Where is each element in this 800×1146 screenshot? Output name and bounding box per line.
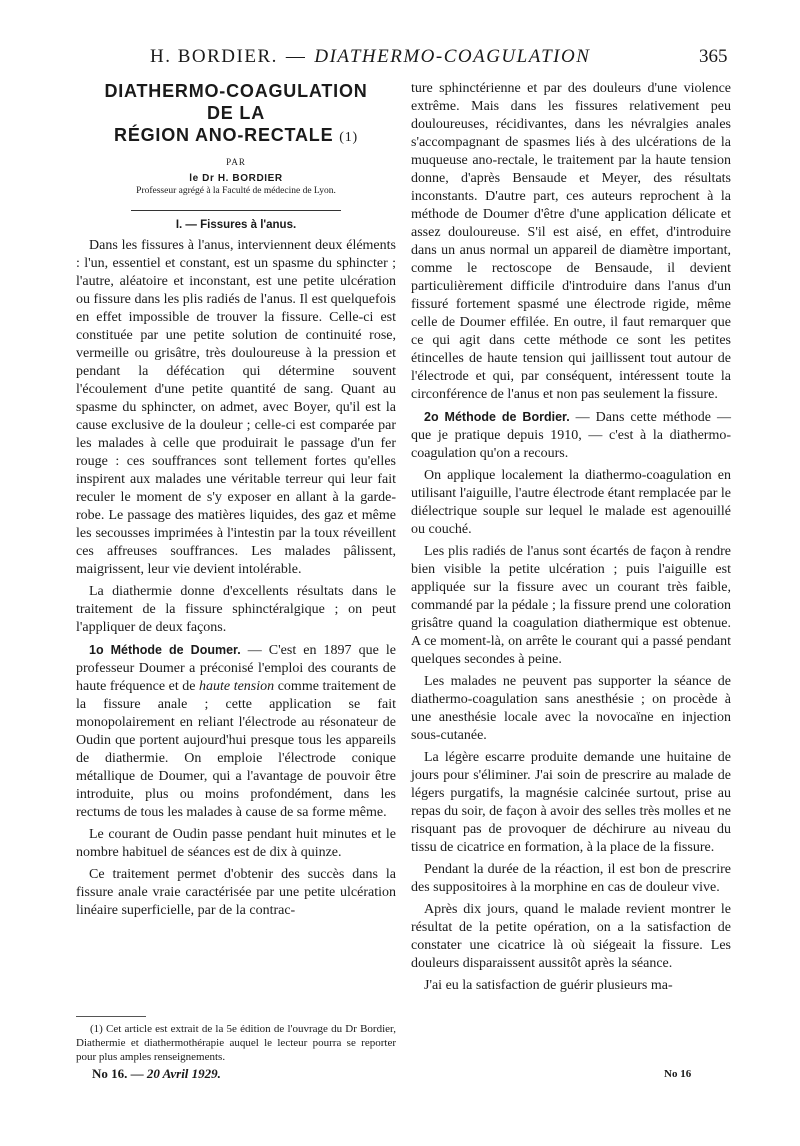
footnote-divider bbox=[76, 1016, 146, 1017]
paragraph: On applique localement la diathermo-coagulation en utilisant l'aiguille, l'autre électrode étant remplacée par le diélectrique souple sur lequel le malade est agenouillé ou couché. bbox=[411, 468, 731, 537]
paragraph: Le courant de Oudin passe pendant huit minutes et le nombre habituel de séances est de dix à quinze. bbox=[76, 827, 396, 860]
method-heading: 1o Méthode de Doumer. bbox=[89, 643, 241, 657]
paragraph: ture sphinctérienne et par des douleurs d'une violence extrême. Mais dans les fissures relativement peu douloureuses, récidivantes, dans les névralgies anales s'accompagnant de spasmes liés à des ulcérations de la muqueuse ano-rectale, le traitement par la haute tension donne, d'après Bensaude et Meyer, des résultats inconstants. D'autre part, ces auteurs reprochent à la méthode de Doumer d'être d'une application délicate et assez douloureuse. S'il est aisé, en effet, d'introduire dans un anus normal un appareil de diamètre important, comme le rectoscope de Bensaude, il devient particulièrement difficile d'introduire dans l'anus d'un fissuré fortement spasmé une électrode rigide, même celle de Doumer effilée. En outre, il faut remarquer que ce qui agit dans cette méthode ce sont les petites étincelles de haute tension qui jaillissent tout autour de l'électrode et qui, par conséquent, intéressent toute la circonférence de l'anus et non pas seulement la fissure. bbox=[411, 81, 731, 402]
paragraph bbox=[76, 641, 396, 822]
running-title: H. BORDIER. bbox=[150, 46, 278, 67]
paragraph: Pendant la durée de la réaction, il est bon de prescrire des suppositoires à la morphine en cas de douleur vive. bbox=[411, 862, 731, 895]
running-separator: — bbox=[285, 46, 307, 67]
paragraph: Ce traitement permet d'obtenir des succès dans la fissure anale vraie caractérisée par une petite ulcération linéaire superficielle, par de la contrac- bbox=[76, 867, 396, 918]
paragraph: La diathermie donne d'excellents résultats dans le traitement de la fissure sphinctéralgique ; on peut l'appliquer de deux façons. bbox=[76, 584, 396, 635]
paragraph: J'ai eu la satisfaction de guérir plusieurs ma- bbox=[424, 978, 673, 993]
footnote: (1) Cet article est extrait de la 5e édition de l'ouvrage du Dr Bordier, Diathermie et diathermothérapie auquel le lecteur pourra se reporter pour plus amples renseignements. bbox=[76, 1023, 396, 1063]
byline-par: PAR bbox=[226, 157, 246, 167]
issue-number-right: No 16 bbox=[664, 1068, 692, 1080]
paragraph-text: — Dans cette méthode — que je pratique depuis 1910, — c'est à la diathermo-coagulation qu'on a recours. bbox=[411, 410, 731, 461]
section-heading: I. — Fissures à l'anus. bbox=[175, 219, 297, 231]
issue-date: 20 Avril 1929. bbox=[146, 1066, 221, 1081]
paragraph-text: comme traitement de la fissure anale ; cette application se fait monopolairement en reliant l'électrode au résonateur de Oudin que portent aujourd'hui presque tous les appareils de diathermie. On emploie l'électrode conique métallique de Doumer, qui a l'avantage de pouvoir être introduite, plus ou moins profondément, dans les rectums de tous les malades à cause de sa forme même. bbox=[76, 679, 396, 820]
title-divider bbox=[131, 210, 341, 211]
issue-footer bbox=[92, 1066, 221, 1082]
author-name: le Dr H. BORDIER bbox=[189, 173, 283, 184]
title-line-2: DE LA bbox=[207, 103, 265, 123]
left-column-body bbox=[76, 237, 396, 920]
paragraph: Dans les fissures à l'anus, interviennent deux éléments : l'un, essentiel et constant, est un spasme du sphincter ; l'autre, aléatoire et inconstant, est une petite ulcération ou fissure dans les plis radiés de l'anus. Il est quelquefois en effet impossible de trouver la fissure. Celle-ci est constituée par une petite solution de continuité rose, vermeille ou grisâtre, très douloureuse à la pression et pendant la défécation qui détermine souvent l'écoulement d'une petite quantité de sang. Quant au spasme du sphincter, on admet, avec Boyer, qu'il est la cause exclusive de la douleur ; celle-ci est comparée par les malades à celle que produirait le passage d'un fer rouge : ces souffrances sont tellement fortes qu'elles inspirent aux malades une véritable terreur qui leur fait reculer le moment de s'y exposer en allant à la garde-robe. Le passage des matières liquides, des gaz et même les secousses imprimées à l'intestin par la toux réveillent ces affreuses souffrances. Les malades pâlissent, maigrissent, leur vie devient intolérable. bbox=[76, 238, 396, 577]
title-line-3: RÉGION ANO-RECTALE bbox=[114, 125, 334, 145]
left-column bbox=[76, 80, 396, 924]
paragraph-text: — C'est en 1897 que le professeur Doumer a préconisé l'emploi des courants de haute fréquence et de bbox=[76, 643, 396, 694]
paragraph: La légère escarre produite demande une huitaine de jours pour s'éliminer. J'ai soin de prescrire au malade de légers purgatifs, la magnésie calcinée surtout, prise au repas du soir, de façon à avoir des selles très molles et ne risquant pas de provoquer de déchirure au niveau du tissu de cicatrice en formation, à la place de la fissure. bbox=[411, 750, 731, 855]
author-affiliation: Professeur agrégé à la Faculté de médecine de Lyon. bbox=[136, 186, 336, 196]
title-line-1: DIATHERMO-COAGULATION bbox=[104, 81, 368, 101]
right-column bbox=[411, 80, 731, 999]
running-head bbox=[150, 46, 720, 68]
paragraph bbox=[411, 408, 731, 463]
running-subtitle: DIATHERMO-COAGULATION bbox=[314, 46, 591, 67]
article-title bbox=[76, 80, 396, 149]
method-heading: 2o Méthode de Bordier. bbox=[424, 410, 570, 424]
emphasis-text: haute tension bbox=[199, 679, 275, 694]
paragraph: Après dix jours, quand le malade revient montrer le résultat de la petite opération, on a la satisfaction de constater une cicatrice là où siégeait la fissure. Les douleurs disparaissent aussitôt après la séance. bbox=[411, 902, 731, 971]
issue-separator: — bbox=[130, 1066, 144, 1081]
issue-number: No 16. bbox=[92, 1066, 128, 1081]
right-column-body bbox=[411, 80, 731, 995]
footnote-reference: (1) bbox=[339, 130, 358, 145]
paragraph: Les malades ne peuvent pas supporter la séance de diathermo-coagulation sans anesthésie ; on procède à une anesthésie locale avec la novocaïne en injection sous-cutanée. bbox=[411, 674, 731, 743]
paragraph: Les plis radiés de l'anus sont écartés de façon à rendre bien visible la petite ulcération ; puis l'aiguille est appliquée sur la fissure avec un courant très faible, commandé par la pédale ; la fissure prend une coloration grisâtre quand la coagulation diathermique est obtenue. A ce moment-là, on arrête le courant qui a passé pendant quelques secondes à peine. bbox=[411, 544, 731, 667]
page-number: 365 bbox=[699, 46, 728, 67]
